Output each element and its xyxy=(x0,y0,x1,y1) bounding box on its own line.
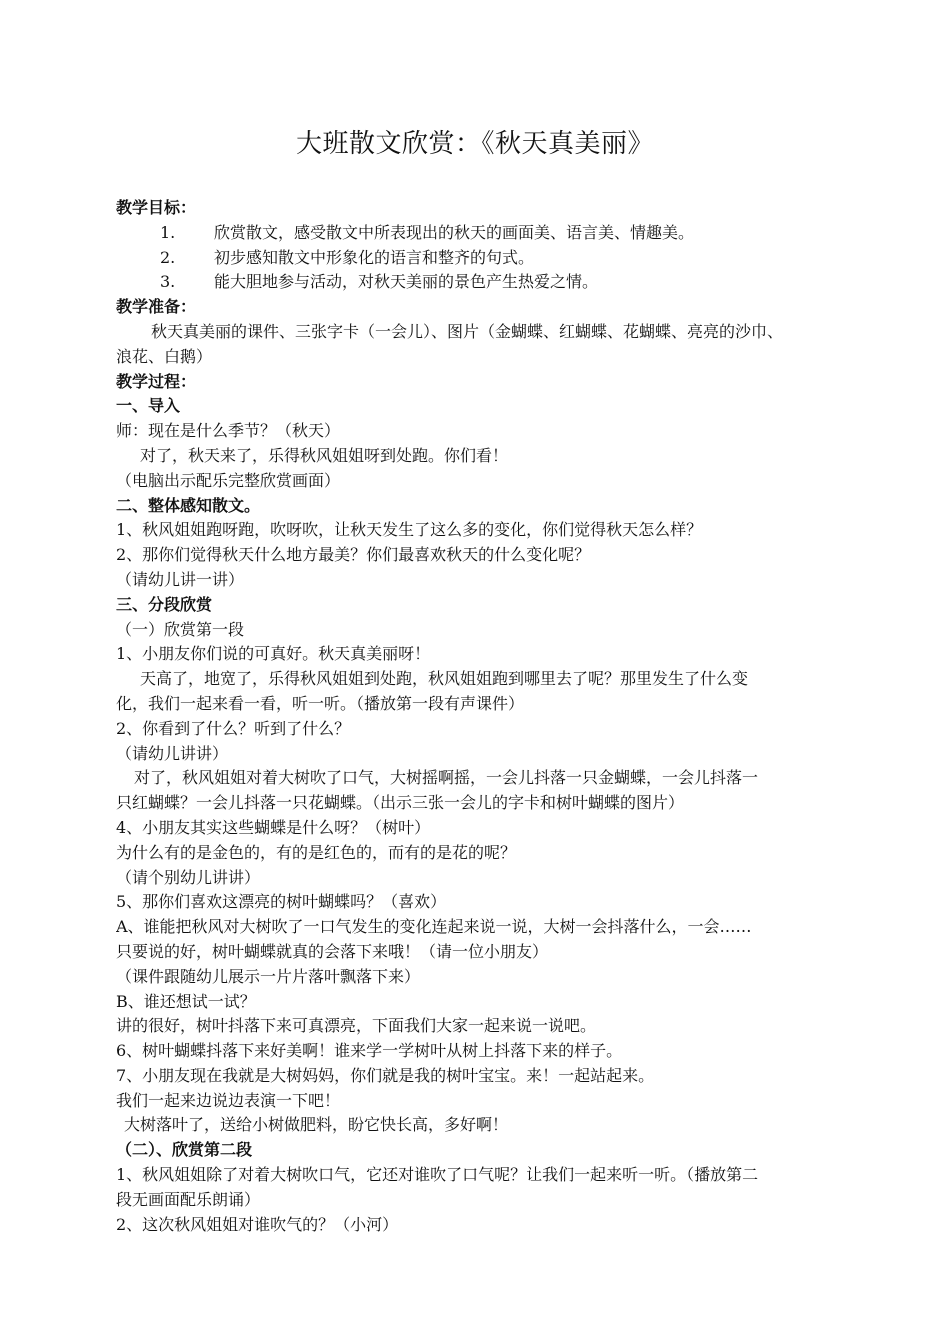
text-line: 1、秋风姐姐跑呀跑，吹呀吹，让秋天发生了这么多的变化，你们觉得秋天怎么样？ xyxy=(116,520,703,540)
prep-line: 秋天真美丽的课件、三张字卡（一会儿）、图片（金蝴蝶、红蝴蝶、花蝴蝶、亮亮的沙巾、 xyxy=(151,321,784,341)
prep-heading: 教学准备： xyxy=(116,297,197,317)
text-line: 师：现在是什么季节？（秋天） xyxy=(116,421,341,441)
goal-text: 欣赏散文，感受散文中所表现出的秋天的画面美、语言美、情趣美。 xyxy=(214,222,695,242)
text-line: 为什么有的是金色的，有的是红色的，而有的是花的呢？ xyxy=(116,842,517,862)
text-line: B、谁还想试一试？ xyxy=(116,991,256,1011)
text-line: 2、这次秋风姐姐对谁吹气的？（小河） xyxy=(116,1214,399,1234)
text-line: 我们一起来边说边表演一下吧！ xyxy=(116,1090,341,1110)
text-line: 对了，秋风姐姐对着大树吹了口气，大树摇啊摇，一会儿抖落一只金蝴蝶，一会儿抖落一 xyxy=(134,768,759,788)
text-line: 天高了，地宽了，乐得秋风姐姐到处跑，秋风姐姐跑到哪里去了呢？那里发生了什么变 xyxy=(140,669,749,689)
text-line: （请幼儿讲讲） xyxy=(116,743,229,763)
text-line: 段无画面配乐朗诵） xyxy=(116,1189,261,1209)
subsection-heading: （二）、欣赏第二段 xyxy=(116,1140,253,1160)
process-heading: 教学过程： xyxy=(116,371,197,391)
text-line: （电脑出示配乐完整欣赏画面） xyxy=(116,470,341,490)
text-line: （课件跟随幼儿展示一片片落叶飘落下来） xyxy=(116,966,421,986)
text-line: 5、那你们喜欢这漂亮的树叶蝴蝶吗？（喜欢） xyxy=(116,892,447,912)
section-heading-overall: 二、整体感知散文。 xyxy=(116,495,261,515)
text-line: 4、小朋友其实这些蝴蝶是什么呀？（树叶） xyxy=(116,817,431,837)
goal-number: 3. xyxy=(160,272,176,292)
text-line: （请个别幼儿讲讲） xyxy=(116,867,261,887)
text-line: 2、你看到了什么？听到了什么？ xyxy=(116,718,351,738)
text-line: （请幼儿讲一讲） xyxy=(116,569,245,589)
goal-number: 2. xyxy=(160,247,176,267)
text-line: 化，我们一起来看一看，听一听。（播放第一段有声课件） xyxy=(116,693,525,713)
goal-item xyxy=(116,270,872,295)
text-line: 讲的很好，树叶抖落下来可真漂亮，下面我们大家一起来说一说吧。 xyxy=(116,1016,597,1036)
text-line: 2、那你们觉得秋天什么地方最美？你们最喜欢秋天的什么变化呢？ xyxy=(116,545,591,565)
section-heading-segments: 三、分段欣赏 xyxy=(116,594,213,614)
text-line: A、谁能把秋风对大树吹了一口气发生的变化连起来说一说，大树一会抖落什么，一会…… xyxy=(116,917,752,937)
text-line: 7、小朋友现在我就是大树妈妈，你们就是我的树叶宝宝。来！一起站起来。 xyxy=(116,1065,655,1085)
goal-item xyxy=(116,246,872,271)
section-heading-intro: 一、导入 xyxy=(116,396,181,416)
text-line: 1、小朋友你们说的可真好。秋天真美丽呀！ xyxy=(116,644,431,664)
goal-text: 能大胆地参与活动，对秋天美丽的景色产生热爱之情。 xyxy=(214,272,599,292)
text-line: 1、秋风姐姐除了对着大树吹口气，它还对谁吹了口气呢？让我们一起来听一听。（播放第二 xyxy=(116,1165,759,1185)
goal-text: 初步感知散文中形象化的语言和整齐的句式。 xyxy=(214,247,535,267)
document-title: 大班散文欣赏：《秋天真美丽》 xyxy=(295,129,654,159)
text-line: 只要说的好，树叶蝴蝶就真的会落下来哦！（请一位小朋友） xyxy=(116,941,549,961)
text-line: 6、树叶蝴蝶抖落下来好美啊！谁来学一学树叶从树上抖落下来的样子。 xyxy=(116,1041,623,1061)
goal-item xyxy=(116,221,872,246)
goal-number: 1. xyxy=(160,222,176,242)
text-line: 对了，秋天来了，乐得秋风姐姐呀到处跑。你们看！ xyxy=(140,445,509,465)
goals-heading: 教学目标： xyxy=(116,198,197,217)
document-body xyxy=(116,196,872,1237)
text-line: 大树落叶了，送给小树做肥料，盼它快长高，多好啊！ xyxy=(124,1115,509,1135)
subsection-heading: （一）欣赏第一段 xyxy=(116,619,245,639)
text-line: 只红蝴蝶？一会儿抖落一只花蝴蝶。（出示三张一会儿的字卡和树叶蝴蝶的图片） xyxy=(116,793,685,813)
prep-line: 浪花、白鹅） xyxy=(116,346,213,366)
